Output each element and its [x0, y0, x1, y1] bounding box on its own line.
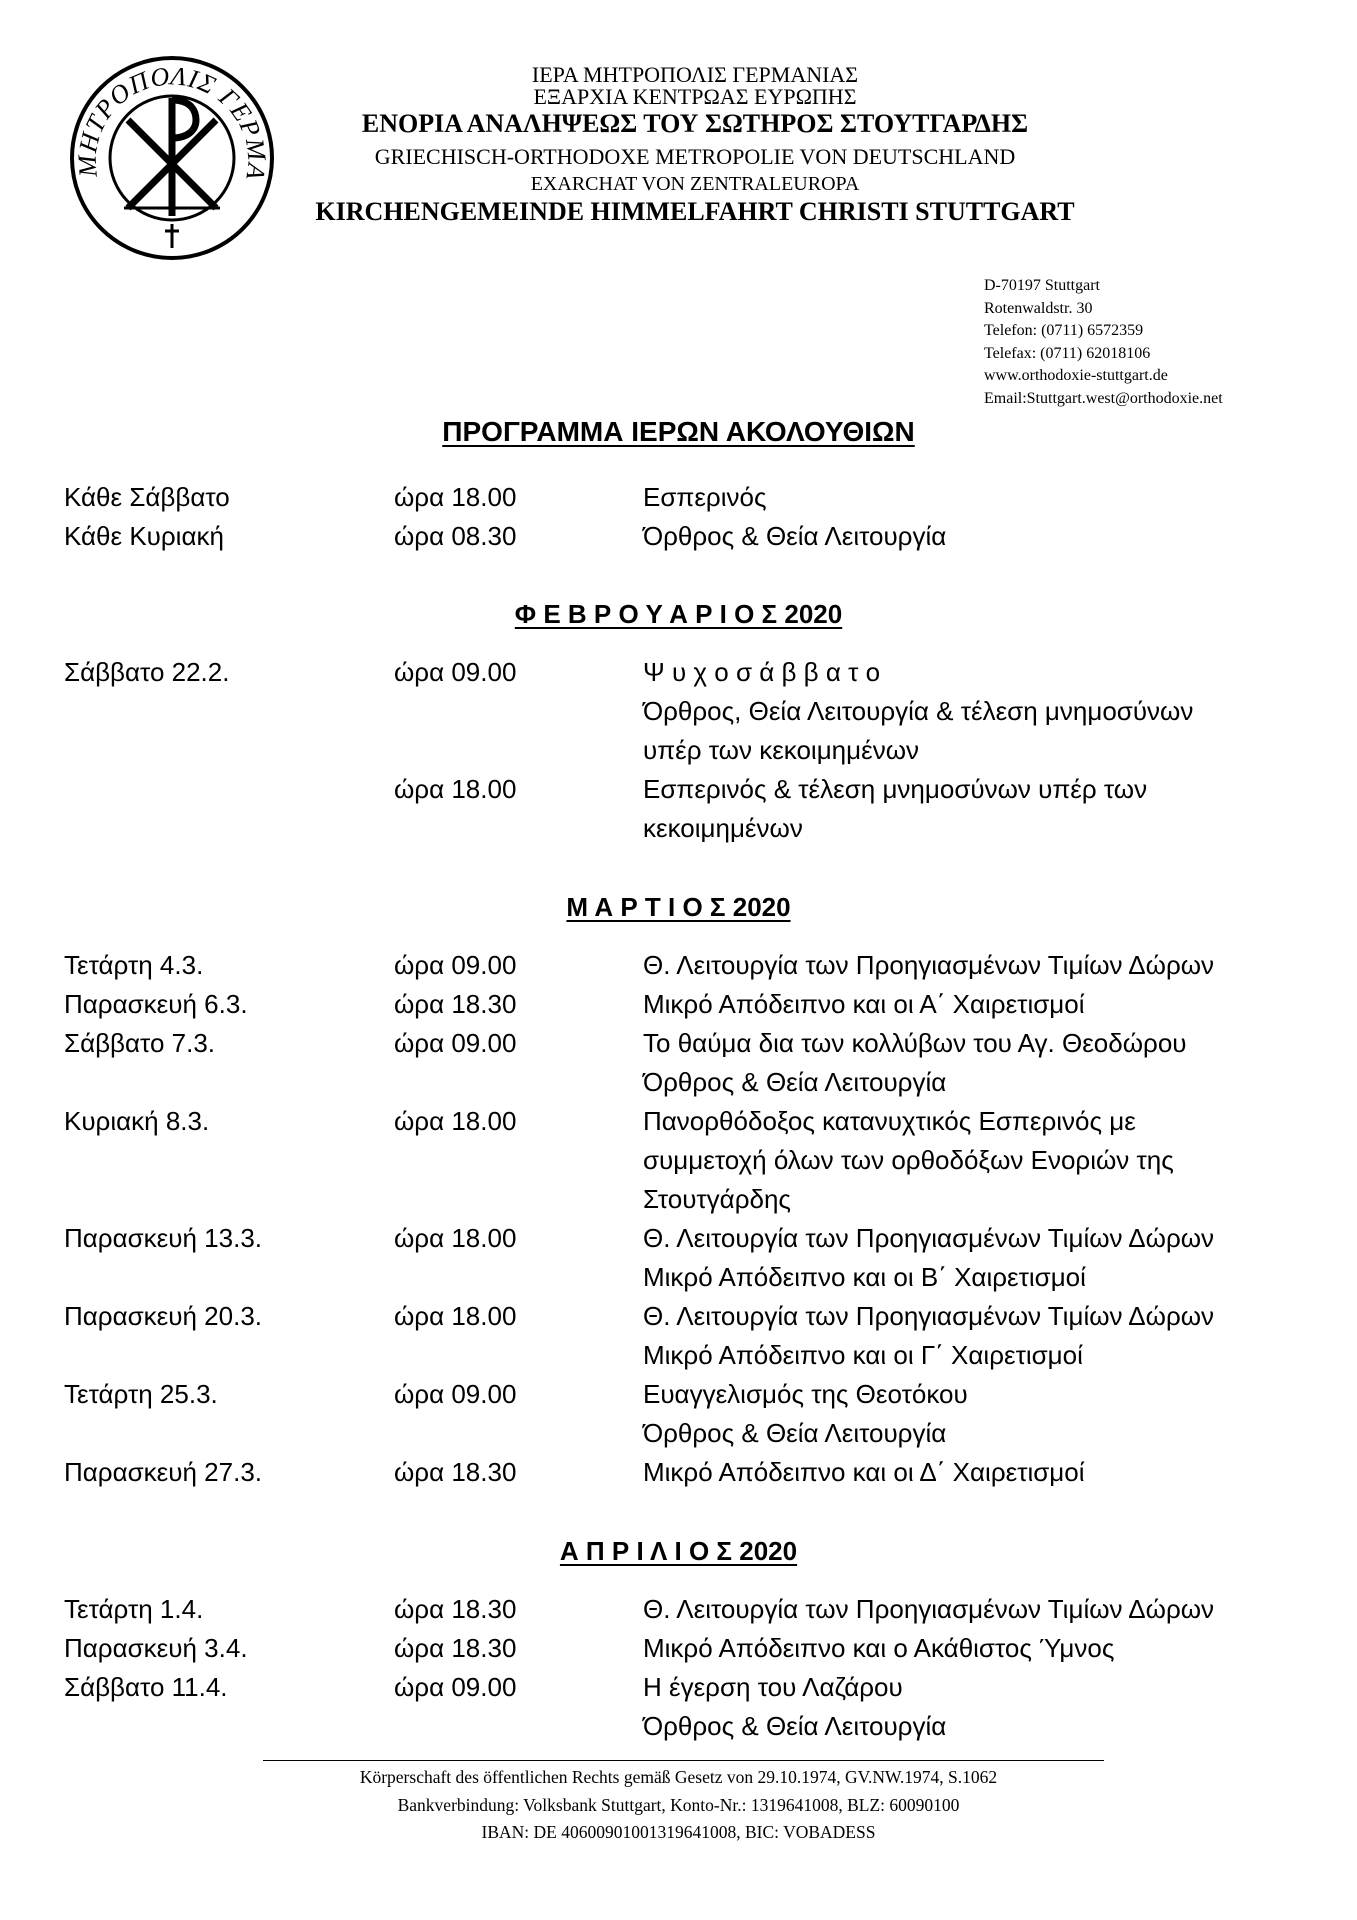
schedule-time: ώρα 18.00	[394, 1301, 517, 1331]
schedule-row	[0, 809, 1357, 848]
schedule-day: Κάθε Κυριακή	[64, 521, 224, 551]
schedule-row	[0, 692, 1357, 731]
header-line-exarchate-de: EXARCHAT VON ZENTRALEUROPA	[530, 173, 860, 195]
schedule-service: Όρθρος, Θεία Λειτουργία & τέλεση μνημοσύνων	[643, 696, 1194, 726]
letterhead	[290, 64, 1100, 230]
schedule-service: Μικρό Απόδειπνο και οι Α΄ Χαιρετισμοί	[643, 989, 1085, 1019]
footer-divider	[263, 1760, 1104, 1761]
header-line-parish-gr: ΕΝΟΡΙΑ ΑΝΑΛΗΨΕΩΣ ΤΟΥ ΣΩΤΗΡΟΣ ΣΤΟΥΤΓΑΡΔΗΣ	[361, 109, 1029, 138]
month-heading-april: Α Π Ρ Ι Λ Ι Ο Σ 2020	[559, 1536, 798, 1566]
schedule-day: Τετάρτη 25.3.	[64, 1379, 218, 1409]
schedule-day: Κυριακή 8.3.	[64, 1106, 210, 1136]
schedule-time: ώρα 09.00	[394, 950, 517, 980]
schedule-time: ώρα 09.00	[394, 1379, 517, 1409]
schedule-day: Παρασκευή 13.3.	[64, 1223, 262, 1253]
schedule-day: Παρασκευή 20.3.	[64, 1301, 262, 1331]
contact-email: Email:Stuttgart.west@orthodoxie.net	[984, 389, 1223, 407]
month-heading-february: Φ Ε Β Ρ Ο Υ Α Ρ Ι Ο Σ 2020	[514, 599, 843, 629]
schedule-row	[0, 1707, 1357, 1746]
schedule-row	[0, 1668, 1357, 1707]
schedule-day: Παρασκευή 27.3.	[64, 1457, 262, 1487]
schedule-row	[0, 653, 1357, 692]
schedule-row	[0, 1336, 1357, 1375]
schedule-day: Παρασκευή 3.4.	[64, 1633, 248, 1663]
schedule-day: Τετάρτη 4.3.	[64, 950, 204, 980]
schedule-service: Θ. Λειτουργία των Προηγιασμένων Τιμίων Δώρων	[643, 1594, 1215, 1624]
schedule-time: ώρα 18.00	[394, 1223, 517, 1253]
schedule-service: Μικρό Απόδειπνο και οι Δ΄ Χαιρετισμοί	[643, 1457, 1085, 1487]
schedule-service: Θ. Λειτουργία των Προηγιασμένων Τιμίων Δώρων	[643, 950, 1215, 980]
seal-logo	[68, 54, 276, 262]
schedule-time: ώρα 09.00	[394, 657, 517, 687]
schedule-service: Όρθρος & Θεία Λειτουργία	[643, 1711, 947, 1741]
footer-legal: Körperschaft des öffentlichen Rechts gemäß Gesetz von 29.10.1974, GV.NW.1974, S.1062	[359, 1767, 998, 1787]
schedule-service: Μικρό Απόδειπνο και ο Ακάθιστος Ύμνος	[643, 1633, 1115, 1663]
schedule-time: ώρα 18.00	[394, 774, 517, 804]
schedule-service: Μικρό Απόδειπνο και οι Β΄ Χαιρετισμοί	[643, 1262, 1086, 1292]
schedule-row	[0, 1297, 1357, 1336]
schedule-row	[0, 1063, 1357, 1102]
schedule-service: Πανορθόδοξος κατανυχτικός Εσπερινός με	[643, 1106, 1136, 1136]
schedule-time: ώρα 18.00	[394, 482, 517, 512]
schedule-time: ώρα 18.30	[394, 989, 517, 1019]
schedule-row	[0, 1375, 1357, 1414]
schedule-service: Εσπερινός & τέλεση μνημοσύνων υπέρ των	[643, 774, 1148, 804]
schedule-row	[0, 1629, 1357, 1668]
schedule-row	[0, 517, 1357, 556]
schedule-service: υπέρ των κεκοιμημένων	[643, 735, 920, 765]
schedule-row	[0, 1219, 1357, 1258]
schedule-time: ώρα 18.30	[394, 1633, 517, 1663]
schedule-service: Θ. Λειτουργία των Προηγιασμένων Τιμίων Δώρων	[643, 1301, 1215, 1331]
schedule-service: Εσπερινός	[643, 482, 767, 512]
schedule-row	[0, 1414, 1357, 1453]
schedule-row	[0, 1141, 1357, 1180]
schedule-time: ώρα 18.30	[394, 1594, 517, 1624]
schedule-service: Ευαγγελισμός της Θεοτόκου	[643, 1379, 968, 1409]
schedule-row	[0, 1453, 1357, 1492]
schedule-time: ώρα 18.00	[394, 1106, 517, 1136]
schedule-service: Το θαύμα δια των κολλύβων του Αγ. Θεοδώρου	[643, 1028, 1187, 1058]
seal-text: ΜΗΤΡΟΠΟΛΙΣ ΓΕΡΜΑ	[72, 61, 272, 183]
schedule-day: Τετάρτη 1.4.	[64, 1594, 204, 1624]
schedule-row	[0, 1102, 1357, 1141]
schedule-service: συμμετοχή όλων των ορθοδόξων Ενοριών της	[643, 1145, 1174, 1175]
schedule-row	[0, 478, 1357, 517]
header-line-parish-de: KIRCHENGEMEINDE HIMMELFAHRT CHRISTI STUTTGART	[315, 197, 1075, 226]
header-line-metropolis-gr: ΙΕΡΑ ΜΗΤΡΟΠΟΛΙΣ ΓΕΡΜΑΝΙΑΣ	[531, 62, 859, 87]
schedule-row	[0, 1590, 1357, 1629]
schedule-service: Θ. Λειτουργία των Προηγιασμένων Τιμίων Δώρων	[643, 1223, 1215, 1253]
schedule-service: Όρθρος & Θεία Λειτουργία	[643, 521, 947, 551]
schedule-row	[0, 1258, 1357, 1297]
schedule-service: Η έγερση του Λαζάρου	[643, 1672, 903, 1702]
footer	[0, 1764, 1357, 1847]
contact-website: www.orthodoxie-stuttgart.de	[984, 367, 1168, 385]
header-line-metropolis-de: GRIECHISCH-ORTHODOXE METROPOLIE VON DEUTSCHLAND	[374, 144, 1016, 169]
schedule-service: Μικρό Απόδειπνο και οι Γ΄ Χαιρετισμοί	[643, 1340, 1083, 1370]
schedule-day: Σάββατο 11.4.	[64, 1672, 228, 1702]
schedule-day: Σάββατο 7.3.	[64, 1028, 215, 1058]
schedule-time: ώρα 18.30	[394, 1457, 517, 1487]
schedule-day: Παρασκευή 6.3.	[64, 989, 248, 1019]
schedule-time: ώρα 08.30	[394, 521, 517, 551]
schedule-row	[0, 1180, 1357, 1219]
schedule-day: Κάθε Σάββατο	[64, 482, 230, 512]
schedule-day: Σάββατο 22.2.	[64, 657, 230, 687]
schedule-row	[0, 985, 1357, 1024]
header-line-exarchate-gr: ΕΞΑΡΧΙΑ ΚΕΝΤΡΩΑΣ ΕΥΡΩΠΗΣ	[533, 84, 857, 109]
contact-street: Rotenwaldstr. 30	[984, 299, 1093, 317]
schedule-row	[0, 770, 1357, 809]
contact-phone: Telefon: (0711) 6572359	[984, 322, 1144, 340]
footer-iban: IBAN: DE 40600901001319641008, BIC: VOBADESS	[481, 1822, 876, 1842]
schedule-service: Όρθρος & Θεία Λειτουργία	[643, 1067, 947, 1097]
schedule-time: ώρα 09.00	[394, 1028, 517, 1058]
contact-city: D-70197 Stuttgart	[984, 277, 1100, 294]
contact-fax: Telefax: (0711) 62018106	[984, 344, 1151, 362]
schedule-row	[0, 946, 1357, 985]
schedule-service: κεκοιμημένων	[643, 813, 803, 843]
page-title: ΠΡΟΓΡΑΜΜΑ ΙΕΡΩΝ ΑΚΟΛΟΥΘΙΩΝ	[442, 416, 915, 447]
schedule-service: Όρθρος & Θεία Λειτουργία	[643, 1418, 947, 1448]
footer-bank: Bankverbindung: Volksbank Stuttgart, Konto-Nr.: 1319641008, BLZ: 60090100	[397, 1794, 960, 1815]
schedule-service: Στουτγάρδης	[643, 1184, 791, 1214]
month-heading-march: Μ Α Ρ Τ Ι Ο Σ 2020	[566, 892, 791, 922]
schedule-service: Ψ υ χ ο σ ά β β α τ ο	[643, 657, 881, 687]
contact-block	[984, 275, 1223, 411]
schedule-time: ώρα 09.00	[394, 1672, 517, 1702]
schedule-row	[0, 731, 1357, 770]
schedule-row	[0, 1024, 1357, 1063]
